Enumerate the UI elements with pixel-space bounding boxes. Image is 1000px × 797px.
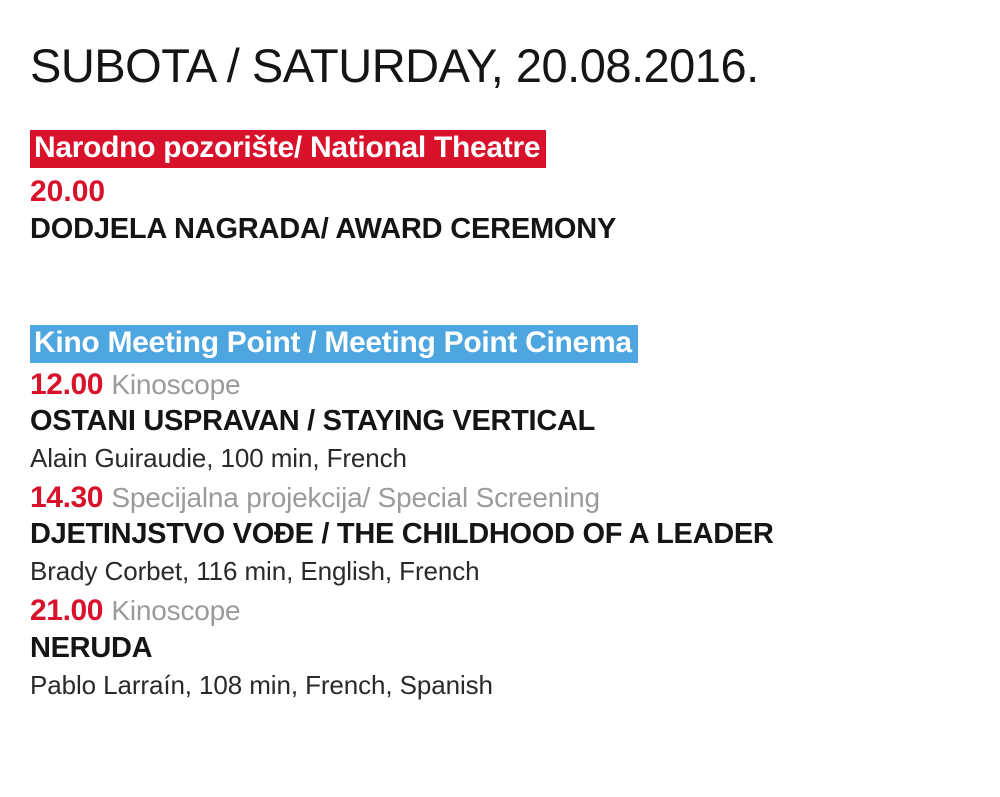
- entry-title: OSTANI USPRAVAN / STAYING VERTICAL: [30, 405, 596, 438]
- venue-section-theatre: [30, 130, 616, 248]
- entry-time: 21.00: [30, 594, 104, 628]
- venue-name-theatre: Narodno pozorište/ National Theatre: [30, 130, 546, 168]
- entry-time: 20.00: [30, 174, 106, 208]
- entry-section: Kinoscope: [111, 595, 241, 627]
- entry-time-row: [30, 367, 774, 404]
- entry-meta: Alain Guiraudie, 100 min, French: [30, 442, 407, 473]
- entry-title: DODJELA NAGRADA/ AWARD CEREMONY: [30, 212, 617, 245]
- entry-title: DJETINJSTVO VOĐE / THE CHILDHOOD OF A LEADER: [30, 518, 774, 551]
- entry-time: 12.00: [30, 367, 104, 401]
- entry-time: 14.30: [30, 480, 104, 514]
- entry-time-row: [30, 593, 774, 630]
- page-title: SUBOTA / SATURDAY, 20.08.2016.: [30, 39, 759, 92]
- schedule-entry: [30, 172, 616, 249]
- schedule-entry: [30, 593, 774, 702]
- entry-meta: Brady Corbet, 116 min, English, French: [30, 556, 480, 587]
- entry-title: NERUDA: [30, 631, 153, 664]
- entry-time-row: [30, 480, 774, 517]
- schedule-entry: [30, 367, 774, 476]
- entry-section: Kinoscope: [111, 368, 241, 400]
- venue-section-cinema: [30, 325, 774, 703]
- entry-meta: Pablo Larraín, 108 min, French, Spanish: [30, 669, 493, 700]
- venue-name-cinema: Kino Meeting Point / Meeting Point Cinema: [30, 325, 638, 363]
- schedule-entry: [30, 480, 774, 589]
- entry-section: Specijalna projekcija/ Special Screening: [111, 481, 600, 513]
